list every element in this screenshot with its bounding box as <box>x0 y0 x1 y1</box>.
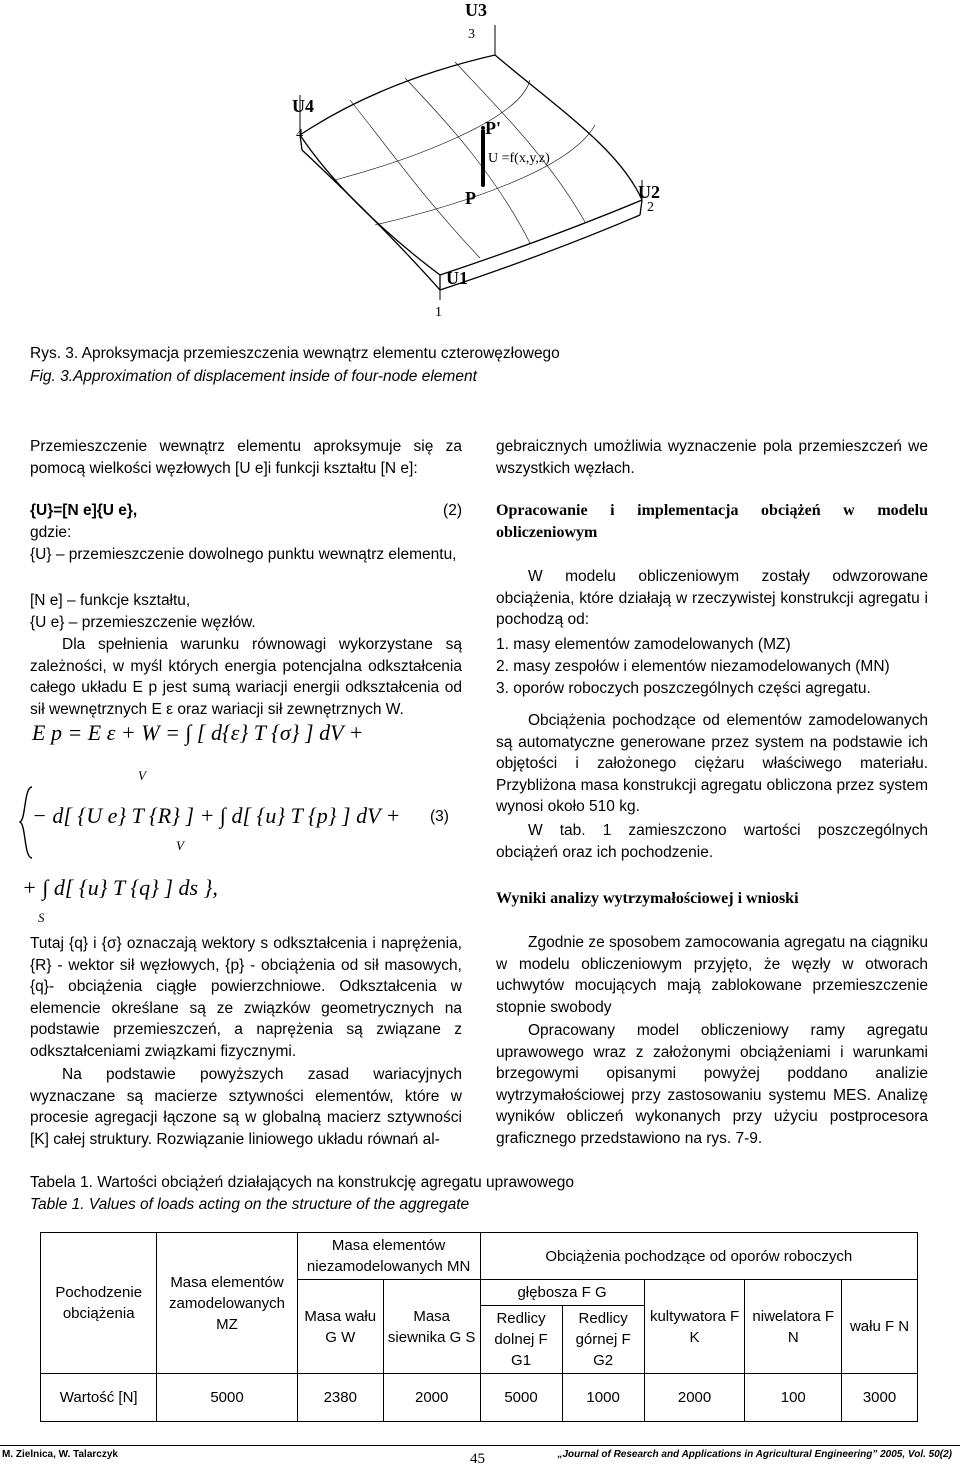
intro-text: Przemieszczenie wewnątrz elementu aproksymuje się za pomocą wielkości węzłowych [U e]i funkcji kształtu [N e]: <box>30 438 462 477</box>
load-list-item-3: 3. oporów roboczych poszczególnych części agregatu. <box>496 680 871 697</box>
label-pprime: P' <box>485 118 501 138</box>
paragraph-stiffness: Na podstawie powyższych zasad wariacyjnych wyznaczane są macierze sztywności elementów, które w procesie agregacji łączone są w globalną macierz sztywności [K] całej struktury. Rozwiązanie liniowego układu równań al- <box>30 1066 462 1148</box>
bottom-edge <box>440 200 642 275</box>
value-gw: 2380 <box>297 1374 383 1422</box>
continuation-text: gebraicznych umożliwia wyznaczenie pola przemieszczeń we wszystkich węzłach. <box>496 438 928 477</box>
where-label: gdzie: <box>30 524 72 541</box>
label-n3: 3 <box>468 27 475 42</box>
paragraph-table-ref: W tab. 1 zamieszczono wartości poszczególnych obciążeń oraz ich pochodzenie. <box>496 822 928 861</box>
left-edge <box>300 135 440 275</box>
header-gs: Masa siewnika G S <box>383 1280 480 1374</box>
equation-2-number: (2) <box>443 502 462 519</box>
label-u2: U2 <box>638 182 660 202</box>
value-fn-leveler: 100 <box>745 1374 842 1422</box>
equation-2 <box>30 500 462 522</box>
value-fn-roller: 3000 <box>842 1374 918 1422</box>
paragraph-analysis: Opracowany model obliczeniowy ramy agregatu uprawowego wraz z założonymi obciążeniami i warunkami brzegowymi opisanymi powyżej poddano analizie wytrzymałościowej przy zastosowaniu systemu MES. Analizę wyników obliczeń wykonanych przy użyciu postprocesora graficznego przedstawiono na rys. 7-9. <box>496 1022 928 1147</box>
definition-3: {U e} – przemieszczenie węzłów. <box>30 614 256 631</box>
header-mn: Masa elementów niezamodelowanych MN <box>297 1233 480 1280</box>
right-edge <box>495 55 642 200</box>
header-upper-share: Redlicy górnej F G2 <box>562 1306 644 1374</box>
label-n1: 1 <box>435 305 442 320</box>
value-fg1: 5000 <box>480 1374 562 1422</box>
header-leveler: niwelatora F N <box>745 1280 842 1374</box>
equation-3-line-3: + ∫ d[ {u} T {q} ] ds }, <box>22 875 218 900</box>
table-caption-en: Table 1. Values of loads acting on the structure of the aggregate <box>30 1196 470 1213</box>
definition-1: {U} – przemieszczenie dowolnego punktu wewnątrz elementu, <box>30 546 457 563</box>
header-resistance: Obciążenia pochodzące od oporów roboczych <box>480 1233 918 1280</box>
equation-3-line-2: − d[ {U e} T {R} ] + ∫ d[ {u} T {p} ] dV + <box>32 803 401 828</box>
header-lower-share: Redlicy dolnej F G1 <box>480 1306 562 1374</box>
paragraph-equilibrium: Dla spełnienia warunku równowagi wykorzystane są zależności, w myśl których energia potencjalna odkształcenia całego układu E p jest sumą wariacji energii odkształcenia od sił wewnętrznych E ε oraz wariacji sił zewnętrznych W. <box>30 636 462 718</box>
label-n2: 2 <box>647 200 654 215</box>
header-cultivator: kultywatora F K <box>644 1280 745 1374</box>
value-mz: 5000 <box>157 1374 297 1422</box>
table-row <box>41 1374 918 1422</box>
page-number: 45 <box>470 1451 485 1467</box>
equation-3-number: (3) <box>430 808 449 825</box>
label-ufunc: U =f(x,y,z) <box>488 151 550 166</box>
label-u1: U1 <box>446 268 468 288</box>
section-heading-loads: Opracowanie i implementacja obciążeń w modelu obliczeniowym <box>496 502 928 541</box>
definition-2: [N e] – funkcje kształtu, <box>30 592 191 609</box>
label-p: P <box>465 188 476 208</box>
header-deep-loosener: głębosza F G <box>480 1280 644 1306</box>
label-u3: U3 <box>465 0 487 20</box>
value-fg2: 1000 <box>562 1374 644 1422</box>
loads-table <box>40 1232 918 1422</box>
label-u4: U4 <box>292 96 314 116</box>
paragraph-loads-intro: W modelu obliczeniowym zostały odwzorowane obciążenia, które działają w rzeczywistej konstrukcji agregatu i pochodzą od: <box>496 568 928 628</box>
header-origin: Pochodzenie obciążenia <box>41 1233 157 1374</box>
equation-3-line-2-sub: V <box>176 838 184 853</box>
equation-3-line-1-sub: V <box>138 768 146 783</box>
header-gw: Masa wału G W <box>297 1280 383 1374</box>
top-edge <box>300 55 495 135</box>
element-figure <box>240 0 680 320</box>
equation-3-line-3-sub: S <box>38 910 45 925</box>
paragraph-vectors: Tutaj {q} i {σ} oznaczają wektory s odkształcenia i naprężenia, {R} - wektor sił węzłowych, {p} - obciążenia od sił masowych, {q}- obciążenia ciągłe powierzchniowe. Odkształcenia w elemencie określane są ze związków geometrycznych na podstawie przemieszczeń, a naprężenia są związane z odkształceniami związkami fizycznymi. <box>30 935 462 1060</box>
figure-caption-pl: Rys. 3. Aproksymacja przemieszczenia wewnątrz elementu czterowęzłowego <box>30 345 560 362</box>
paragraph-mounting: Zgodnie ze sposobem zamocowania agregatu na ciągniku w modelu obliczeniowym przyjęto, że węzły w otworach uchwytów mocujących mają zablokowane przemieszczenie stopnie swobody <box>496 934 928 1016</box>
row-label: Wartość [N] <box>41 1374 157 1422</box>
footer-authors: M. Zielnica, W. Talarczyk <box>2 1449 118 1460</box>
value-gs: 2000 <box>383 1374 480 1422</box>
load-list-item-1: 1. masy elementów zamodelowanych (MZ) <box>496 636 791 653</box>
footer-journal: „Journal of Research and Applications in Agricultural Engineering” 2005, Vol. 50(2) <box>557 1449 952 1460</box>
equation-3-line-1: E p = E ε + W = ∫ [ d{ε} T {σ} ] dV + <box>32 720 364 745</box>
paragraph-modeled-loads: Obciążenia pochodzące od elementów zamodelowanych są automatyczne generowane przez system na podstawie ich objętości i założonego ciężaru właściwego materiału. Przybliżona masa konstrukcji agregatu obliczona przez system wynosi około 510 kg. <box>496 712 928 815</box>
equation-2-text: {U}=[N e]{U e}, <box>30 502 138 519</box>
value-fk: 2000 <box>644 1374 745 1422</box>
load-list-item-2: 2. masy zespołów i elementów niezamodelowanych (MN) <box>496 658 890 675</box>
section-heading-results: Wyniki analizy wytrzymałościowej i wnioski <box>496 890 799 907</box>
header-roller: wału F N <box>842 1280 918 1374</box>
equation-3-brace <box>18 785 34 860</box>
table-caption-pl: Tabela 1. Wartości obciążeń działających na konstrukcję agregatu uprawowego <box>30 1174 574 1191</box>
label-n4: 4 <box>296 127 303 142</box>
figure-caption-en: Fig. 3.Approximation of displacement inside of four-node element <box>30 368 477 385</box>
header-mz: Masa elementów zamodelowanych MZ <box>157 1233 297 1374</box>
footer-rule <box>0 1445 960 1446</box>
